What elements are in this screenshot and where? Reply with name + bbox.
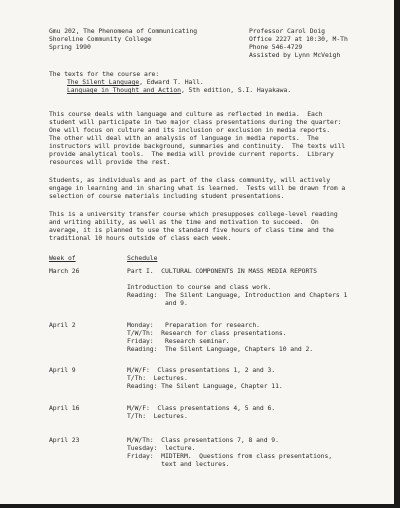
book-1 (67, 78, 204, 86)
week-date: April 2 (49, 321, 76, 329)
para2-line: engage in learning and in sharing what is learned. Tests will be drawn from a (49, 184, 346, 192)
assistant: Assisted by Lynn McVeigh (249, 51, 341, 59)
para1-line: provide analytical tools. The media will provide current reports. Library (49, 150, 334, 158)
schedule-line: T/W/Th: Research for class presentations. (127, 329, 287, 337)
schedule-line: text and lectures. (127, 460, 230, 468)
schedule-header: Schedule (127, 254, 158, 262)
para1-line: The other will deal with an analysis of language in media reports. The (49, 134, 319, 142)
book-1-title: The Silent Language (67, 78, 140, 86)
schedule-line: M/W/F: Class presentations 1, 2 and 3. (127, 366, 276, 374)
para2-line: selection of course materials including student presentations. (49, 192, 285, 200)
book-2-author: , 5th edition, S.I. Hayakawa. (180, 86, 292, 94)
schedule-line: Reading: The Silent Language, Chapter 11. (127, 382, 283, 390)
book-2-title: Language in Thought and Action (67, 86, 181, 94)
book-1-author: , Edward T. Hall. (139, 78, 204, 86)
term: Spring 1990 (49, 43, 91, 51)
course-title: Gmu 202, The Phenomena of Communicating (49, 27, 198, 35)
para1-line: instructors will provide background, summaries and continuity. The texts will (49, 142, 346, 150)
schedule-line: M/W/F: Class presentations 4, 5 and 6. (127, 404, 276, 412)
schedule-line: M/W/Th: Class presentations 7, 8 and 9. (127, 436, 279, 444)
schedule-line: T/Th: Lectures. (127, 374, 188, 382)
schedule-line: Monday: Preparation for research. (127, 321, 260, 329)
office-hours: Office 2227 at 10:30, M-Th (249, 35, 348, 43)
schedule-line: Friday: MIDTERM. Questions from class presentations, (127, 452, 333, 460)
para3-line: traditional 10 hours outside of class each week. (49, 234, 232, 242)
week-date: April 23 (49, 436, 80, 444)
schedule-line: Part I. CULTURAL COMPONENTS IN MASS MEDIA REPORTS (127, 267, 317, 275)
para2-line: Students, as individuals and as part of the class community, will actively (49, 176, 331, 184)
para1-line: student will participate in two major class presentations during the quarter: (49, 118, 342, 126)
week-date: April 16 (49, 404, 80, 412)
week-of-header: Week of (49, 254, 76, 262)
schedule-line: Friday: Research seminar. (127, 337, 230, 345)
para3-line: This is a university transfer course which presupposes college-level reading (49, 210, 338, 218)
schedule-line: Tuesday: lecture. (127, 444, 196, 452)
schedule-line: T/Th: Lectures. (127, 412, 188, 420)
schedule-line: Reading: The Silent Language, Chapters 10 and 2. (127, 345, 314, 353)
schedule-line: Reading: The Silent Language, Introduction and Chapters 1 (127, 291, 348, 299)
para3-line: average, it is planned to use the standard five hours of class time and the (49, 226, 334, 234)
week-date: March 26 (49, 267, 80, 275)
professor-name: Professor Carol Doig (249, 27, 325, 35)
para1-line: resources will provide the rest. (49, 158, 171, 166)
para1-line: This course deals with language and culture as reflected in media. Each (49, 110, 323, 118)
week-date: April 9 (49, 366, 76, 374)
para1-line: One will focus on culture and its inclusion or exclusion in media reports. (49, 126, 331, 134)
book-2 (67, 86, 291, 94)
schedule-line: Introduction to course and class work. (127, 283, 272, 291)
college-name: Shoreline Community College (49, 35, 152, 43)
schedule-line: and 9. (127, 299, 188, 307)
para3-line: and writing ability, as well as the time and motivation to succeed. On (49, 218, 319, 226)
phone: Phone 546-4729 (249, 43, 303, 51)
texts-intro: The texts for the course are: (49, 70, 160, 78)
